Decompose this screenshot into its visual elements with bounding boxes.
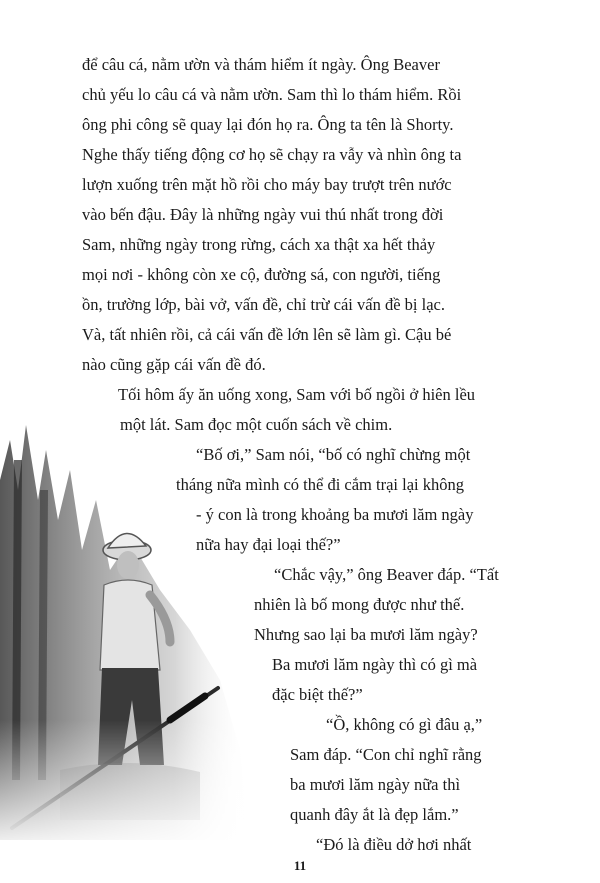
- text-line: quanh đây ắt là đẹp lắm.”: [290, 805, 459, 824]
- text-line: Tối hôm ấy ăn uống xong, Sam với bố ngồi ở hiên lều: [118, 385, 476, 404]
- text-line: ồn, trường lớp, bài vở, vấn đề, chỉ trừ cái vấn đề bị lạc.: [82, 295, 445, 314]
- text-line: Ba mươi lăm ngày thì có gì mà: [272, 655, 478, 674]
- text-line: chủ yếu lo câu cá và nằm ườn. Sam thì lo thám hiểm. Rồi: [82, 85, 462, 104]
- page-number: 11: [293, 858, 307, 873]
- text-line: “Chắc vậy,” ông Beaver đáp. “Tất: [274, 565, 499, 584]
- text-line: đặc biệt thế?”: [272, 685, 363, 704]
- text-line: - ý con là trong khoảng ba mươi lăm ngày: [196, 505, 474, 524]
- text-line: một lát. Sam đọc một cuốn sách về chim.: [120, 415, 393, 434]
- text-line: Sam, những ngày trong rừng, cách xa thật xa hết thảy: [82, 235, 436, 254]
- text-line: vào bến đậu. Đây là những ngày vui thú nhất trong đời: [82, 205, 444, 224]
- text-line: “Ồ, không có gì đâu ạ,”: [326, 715, 483, 734]
- face: [117, 551, 139, 579]
- text-line: “Đó là điều dở hơi nhất: [316, 835, 472, 854]
- text-line: “Bố ơi,” Sam nói, “bố có nghĩ chừng một: [196, 445, 471, 464]
- text-line: tháng nữa mình có thể đi cắm trại lại không: [176, 475, 464, 494]
- text-line: Nghe thấy tiếng động cơ họ sẽ chạy ra vẫy và nhìn ông ta: [82, 145, 462, 164]
- text-line: nhiên là bố mong được như thế.: [254, 595, 465, 614]
- text-line: ông phi công sẽ quay lại đón họ ra. Ông ta tên là Shorty.: [82, 115, 454, 134]
- text-line: nữa hay đại loại thế?”: [196, 535, 341, 554]
- text-line: ba mươi lăm ngày nữa thì: [290, 775, 461, 794]
- text-line: lượn xuống trên mặt hồ rồi cho máy bay trượt trên nước: [82, 175, 452, 194]
- text-line: nào cũng gặp cái vấn đề đó.: [82, 355, 266, 374]
- text-line: mọi nơi - không còn xe cộ, đường sá, con người, tiếng: [82, 265, 441, 284]
- text-line: Nhưng sao lại ba mươi lăm ngày?: [254, 625, 478, 644]
- text-line: Sam đáp. “Con chỉ nghĩ rằng: [290, 745, 482, 764]
- text-line: để câu cá, nằm ườn và thám hiểm ít ngày. Ông Beaver: [82, 55, 440, 74]
- text-line: Và, tất nhiên rồi, cả cái vấn đề lớn lên sẽ làm gì. Cậu bé: [82, 325, 452, 344]
